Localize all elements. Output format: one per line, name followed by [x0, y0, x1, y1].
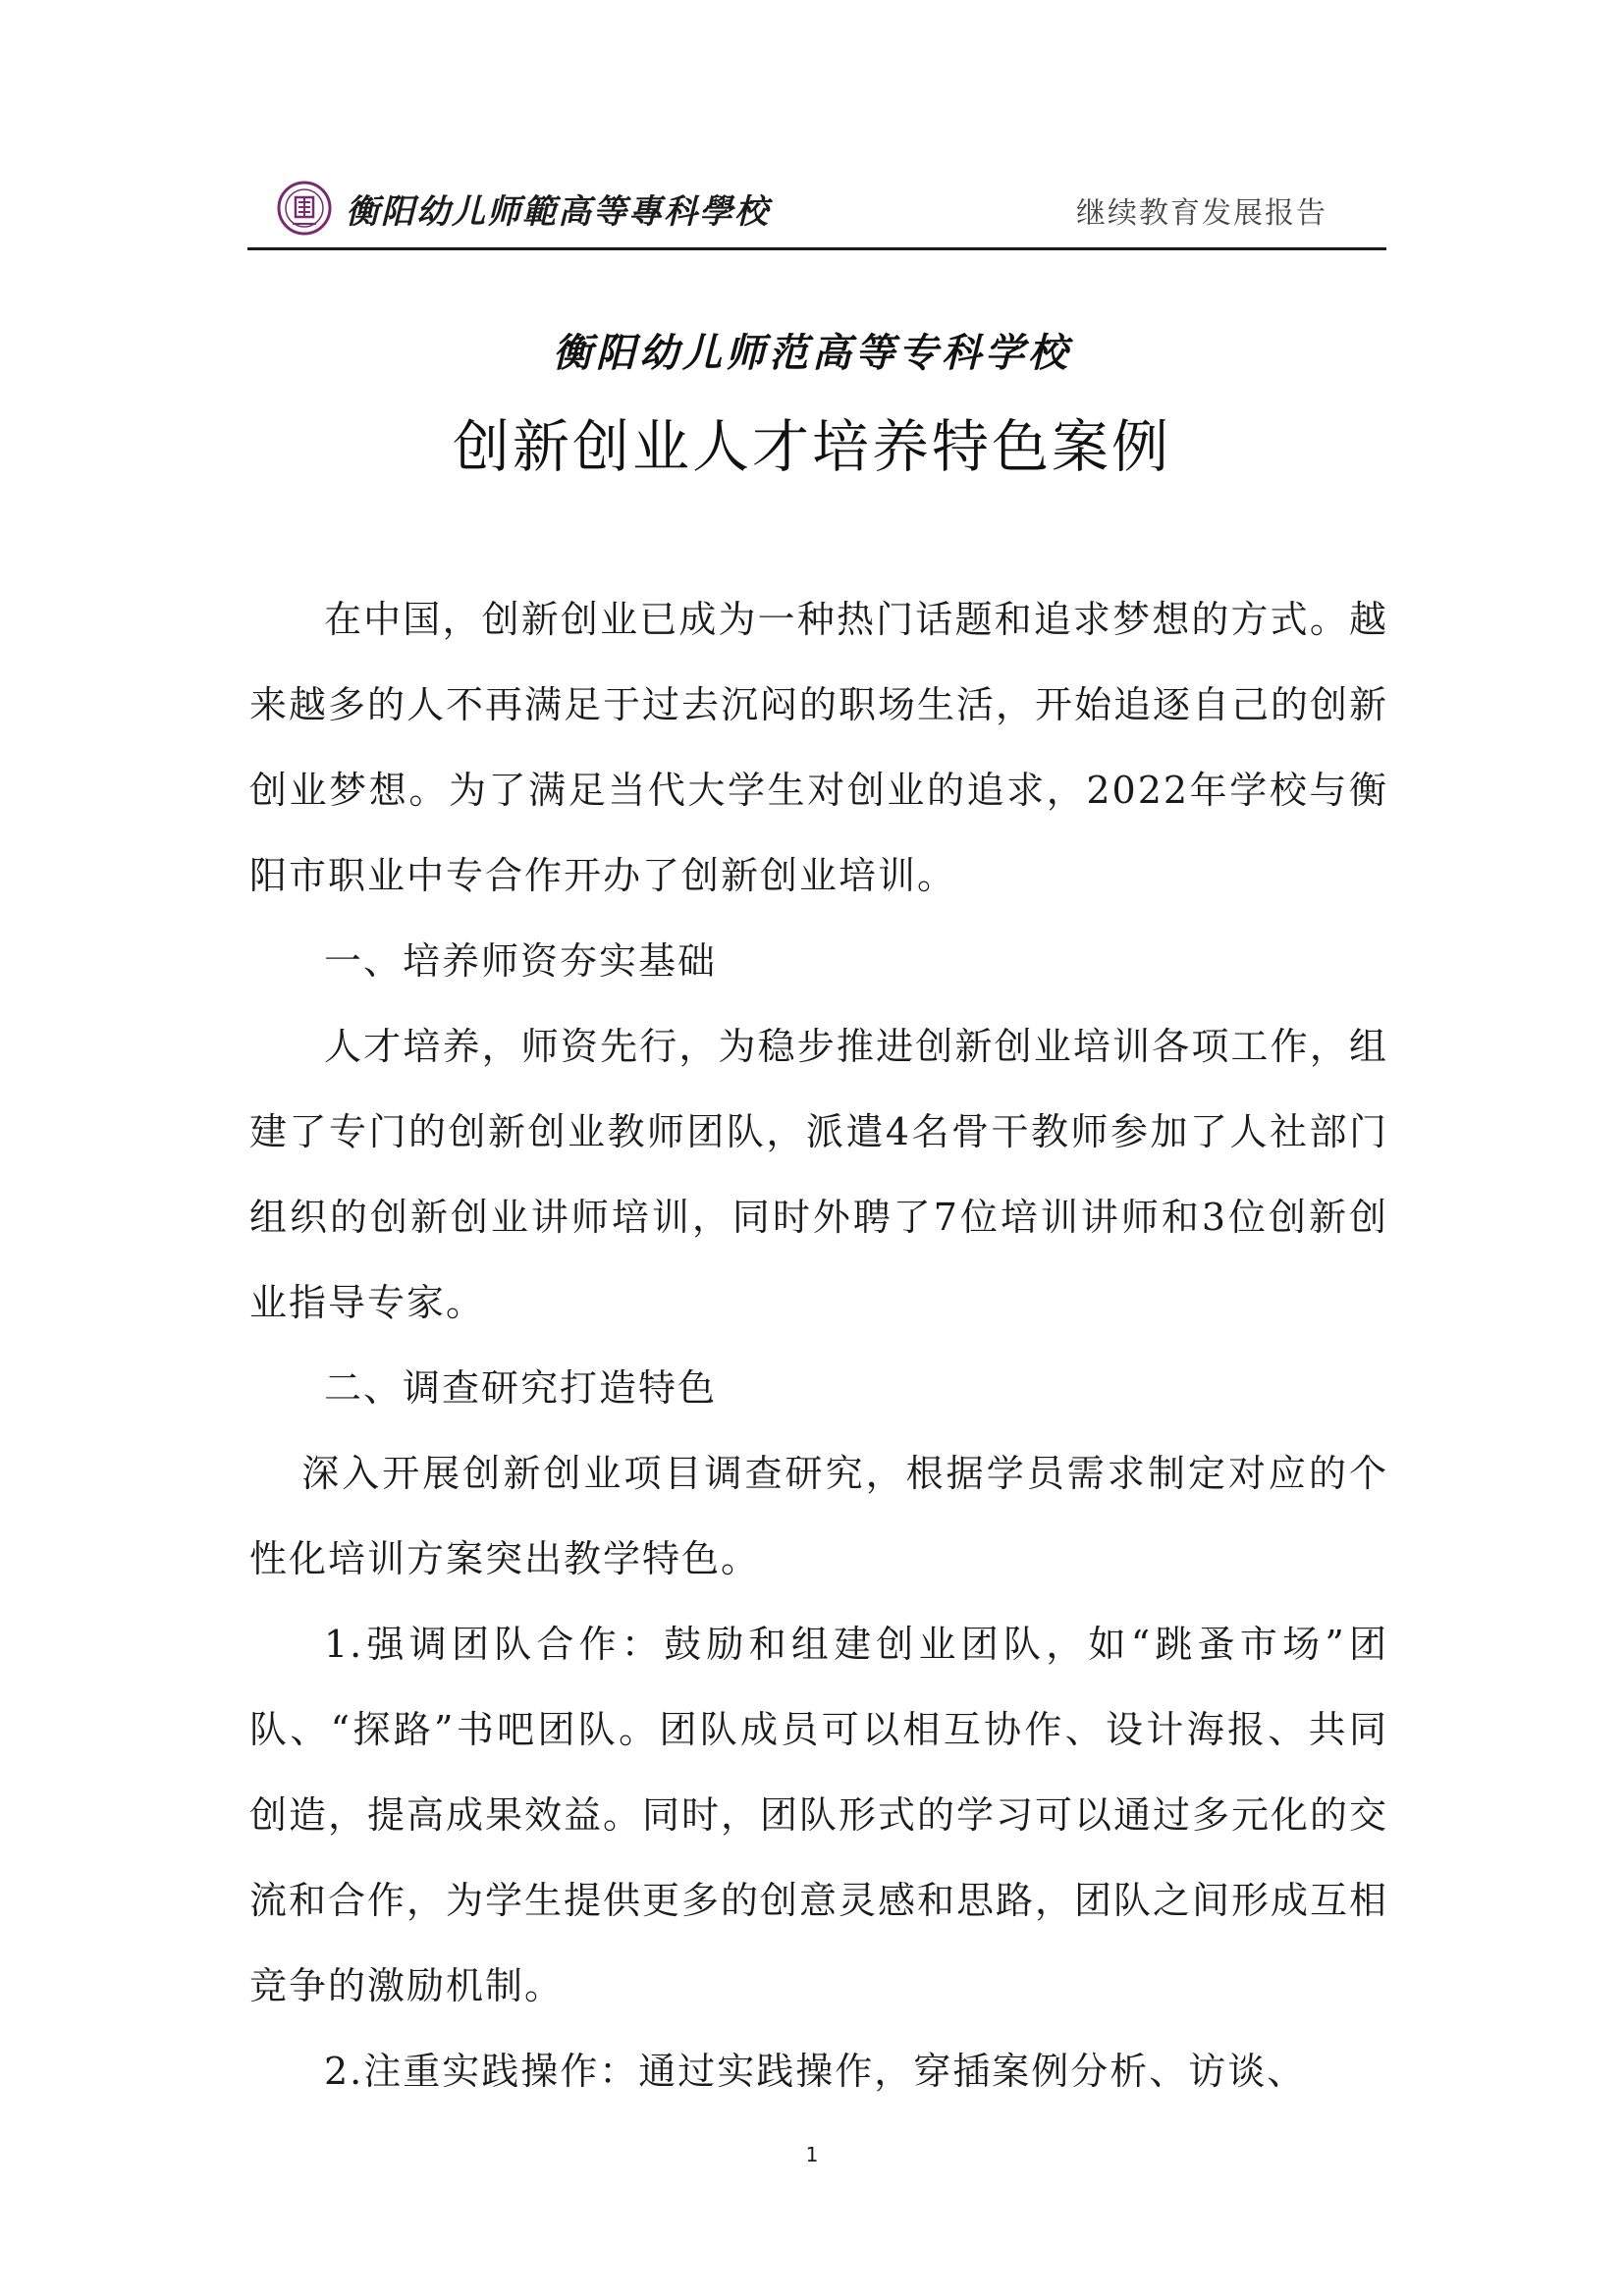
page-number: 1	[805, 2143, 819, 2166]
section-heading-1: 一、培养师资夯实基础	[324, 939, 718, 983]
school-seal-logo	[277, 181, 332, 236]
school-calligraphy-title: 衡阳幼儿师范高等专科学校	[553, 330, 1071, 376]
document-title: 创新创业人才培养特色案例	[452, 413, 1171, 480]
paragraph-intro: 在中国，创新创业已成为一种热门话题和追求梦想的方式。越来越多的人不再满足于过去沉闷的职场生活，开始追逐自己的创新创业梦想。为了满足当代大学生对创业的追求，2022年学校与衡阳市职业中专合作开办了创新创业培训。	[249, 598, 1389, 897]
header-report-title: 继续教育发展报告	[1076, 196, 1327, 231]
paragraph-teachers: 人才培养，师资先行，为稳步推进创新创业培训各项工作，组建了专门的创新创业教师团队，派遣4名骨干教师参加了人社部门组织的创新创业讲师培训，同时外聘了7位培训讲师和3位创新创业指导专家。	[249, 1025, 1388, 1324]
header-school-name: 衡阳幼儿师範高等專科學校	[346, 192, 770, 232]
paragraph-teamwork: 1.强调团队合作：鼓励和组建创业团队，如“跳蚤市场”团队、“探路”书吧团队。团队成员可以相互协作、设计海报、共同创造，提高成果效益。同时，团队形式的学习可以通过多元化的交流和合作，为学生提供更多的创意灵感和思路，团队之间形成互相竞争的激励机制。	[249, 1623, 1389, 2007]
paragraph-practice: 2.注重实践操作：通过实践操作，穿插案例分析、访谈、	[324, 2050, 1307, 2093]
section-heading-2: 二、调查研究打造特色	[324, 1366, 718, 1410]
paragraph-research: 深入开展创新创业项目调查研究，根据学员需求制定对应的个性化培训方案突出教学特色。	[249, 1452, 1388, 1580]
page-header	[247, 175, 1386, 251]
document-body	[249, 577, 1388, 2114]
header-divider	[247, 247, 1386, 250]
